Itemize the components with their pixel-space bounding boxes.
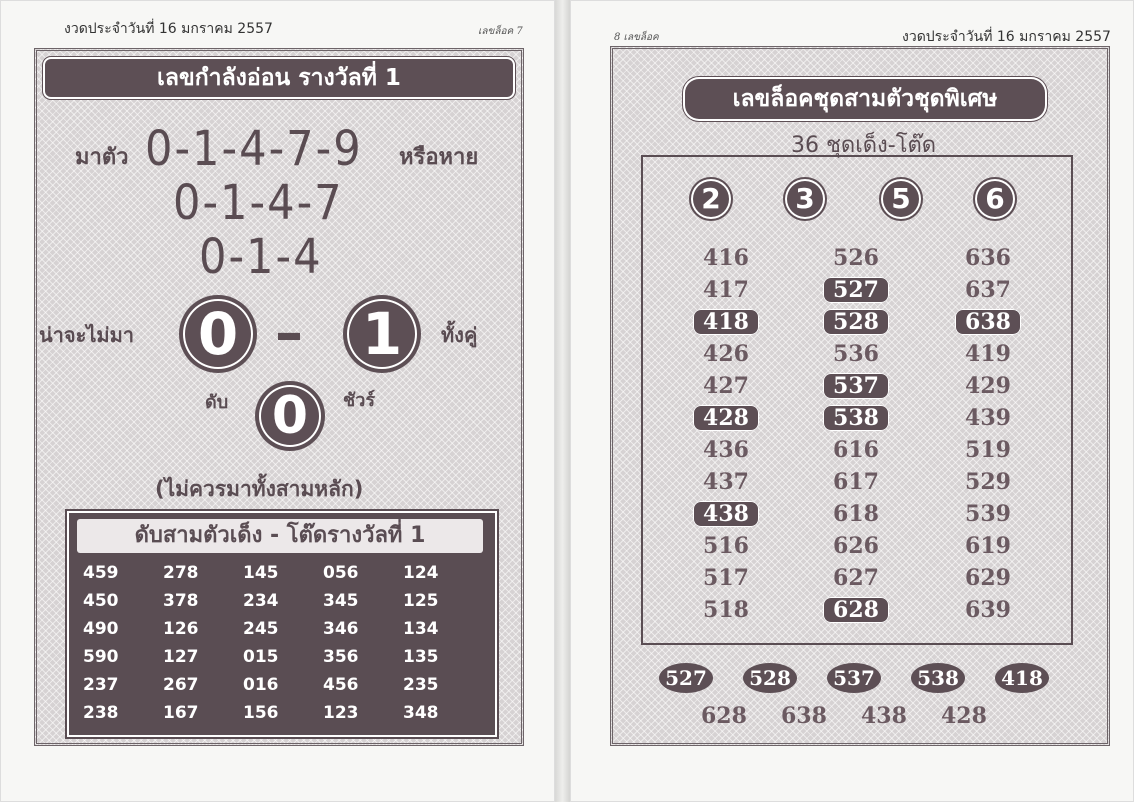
grid-cell: 356 [323, 647, 359, 667]
grid-cell: 238 [83, 703, 119, 723]
grid-cell: 235 [403, 675, 439, 695]
inner-box [641, 155, 1073, 645]
lock-number: 639 [965, 597, 1011, 623]
lock-number: 517 [703, 565, 749, 591]
grid-cell: 234 [243, 591, 279, 611]
lock-number: 426 [703, 341, 749, 367]
line1-suffix: หรือหาย [399, 145, 479, 170]
circle-b: 1 [343, 295, 421, 373]
grid-cell: 456 [323, 675, 359, 695]
lock-number: 428 [693, 405, 759, 431]
grid-cell: 135 [403, 647, 439, 667]
lock-number: 427 [703, 373, 749, 399]
lock-number: 516 [703, 533, 749, 559]
lock-number: 519 [965, 437, 1011, 463]
grid-cell: 056 [323, 563, 359, 583]
lock-number: 616 [833, 437, 879, 463]
column-head-circle: 3 [783, 177, 827, 221]
line3-digits: 0-1-4 [199, 229, 323, 285]
spine [555, 0, 570, 802]
lock-number: 636 [965, 245, 1011, 271]
left-frame [34, 48, 524, 746]
lock-number: 527 [823, 277, 889, 303]
grid-cell: 237 [83, 675, 119, 695]
right-subtitle: 36 ชุดเด็ง-โต๊ด [791, 133, 937, 158]
left-header-page: เลขล็อค 7 [478, 26, 523, 37]
grid-row [83, 703, 483, 725]
lock-number: 629 [965, 565, 1011, 591]
lock-number: 637 [965, 277, 1011, 303]
grid-cell: 459 [83, 563, 119, 583]
grid-cell: 167 [163, 703, 199, 723]
lock-number: 416 [703, 245, 749, 271]
column-head-circle: 2 [689, 177, 733, 221]
lock-number: 417 [703, 277, 749, 303]
right-frame [610, 46, 1110, 746]
lock-number: 429 [965, 373, 1011, 399]
bottom-oval-number: 528 [743, 663, 797, 693]
lock-number: 537 [823, 373, 889, 399]
grid-cell: 015 [243, 647, 279, 667]
lock-number: 626 [833, 533, 879, 559]
grid-cell: 156 [243, 703, 279, 723]
table-title: ดับสามตัวเด็ง - โต๊ดรางวัลที่ 1 [77, 519, 483, 553]
lock-number: 628 [823, 597, 889, 623]
grid-cell: 346 [323, 619, 359, 639]
grid-cell: 490 [83, 619, 119, 639]
right-banner: เลขล็อคชุดสามตัวชุดพิเศษ [685, 79, 1045, 119]
bottom-plain-number: 628 [701, 703, 747, 729]
grid-cell: 126 [163, 619, 199, 639]
bottom-plain-number: 438 [861, 703, 907, 729]
grid-row [83, 619, 483, 641]
grid-cell: 590 [83, 647, 119, 667]
left-page [0, 0, 555, 802]
lock-number: 617 [833, 469, 879, 495]
lock-number: 619 [965, 533, 1011, 559]
lock-number: 536 [833, 341, 879, 367]
bottom-plain-number: 638 [781, 703, 827, 729]
grid-cell: 267 [163, 675, 199, 695]
right-header-title: งวดประจำวันที่ 16 มกราคม 2557 [902, 29, 1111, 45]
lock-number: 627 [833, 565, 879, 591]
right-header-page: 8 เลขล็อค [614, 32, 659, 43]
bottom-oval-number: 538 [911, 663, 965, 693]
line1-digits: 0-1-4-7-9 [145, 121, 363, 177]
column-head-circle: 6 [973, 177, 1017, 221]
sure-label: ชัวร์ [343, 390, 375, 411]
grid-cell: 124 [403, 563, 439, 583]
grid-row [83, 563, 483, 585]
lock-number: 418 [693, 309, 759, 335]
grid-cell: 125 [403, 591, 439, 611]
grid-cell: 245 [243, 619, 279, 639]
line2-digits: 0-1-4-7 [173, 175, 344, 231]
lock-number: 526 [833, 245, 879, 271]
lock-number: 438 [693, 501, 759, 527]
grid-cell: 348 [403, 703, 439, 723]
grid-cell: 123 [323, 703, 359, 723]
lock-number: 529 [965, 469, 1011, 495]
grid-cell: 450 [83, 591, 119, 611]
circle-left-label: น่าจะไม่มา [39, 323, 135, 347]
lock-number: 518 [703, 597, 749, 623]
grid-cell: 127 [163, 647, 199, 667]
left-banner: เลขกำลังอ่อน รางวัลที่ 1 [45, 59, 513, 97]
grid-cell: 134 [403, 619, 439, 639]
grid-row [83, 591, 483, 613]
lock-number: 618 [833, 501, 879, 527]
grid-cell: 378 [163, 591, 199, 611]
bottom-oval-number: 537 [827, 663, 881, 693]
grid-cell: 345 [323, 591, 359, 611]
lock-number: 419 [965, 341, 1011, 367]
lock-number: 539 [965, 501, 1011, 527]
column-head-circle: 5 [879, 177, 923, 221]
lock-number: 638 [955, 309, 1021, 335]
line1-prefix: มาตัว [75, 145, 129, 170]
left-header-title: งวดประจำวันที่ 16 มกราคม 2557 [64, 21, 273, 37]
bottom-oval-number: 418 [995, 663, 1049, 693]
table-box [67, 511, 497, 737]
circle-a: 0 [179, 295, 257, 373]
lock-number: 538 [823, 405, 889, 431]
bottom-oval-number: 527 [659, 663, 713, 693]
lock-number: 528 [823, 309, 889, 335]
dab-label: ดับ [205, 392, 229, 413]
note: (ไม่ควรมาทั้งสามหลัก) [155, 477, 364, 501]
lock-number: 437 [703, 469, 749, 495]
lock-number: 436 [703, 437, 749, 463]
grid-row [83, 647, 483, 669]
dash: – [275, 301, 303, 366]
grid-cell: 278 [163, 563, 199, 583]
lock-number: 439 [965, 405, 1011, 431]
bottom-plain-number: 428 [941, 703, 987, 729]
grid-row [83, 675, 483, 697]
grid-cell: 016 [243, 675, 279, 695]
right-page [570, 0, 1134, 802]
circle-c: 0 [255, 381, 325, 451]
circle-right-label: ทั้งคู่ [441, 323, 478, 347]
grid-cell: 145 [243, 563, 279, 583]
